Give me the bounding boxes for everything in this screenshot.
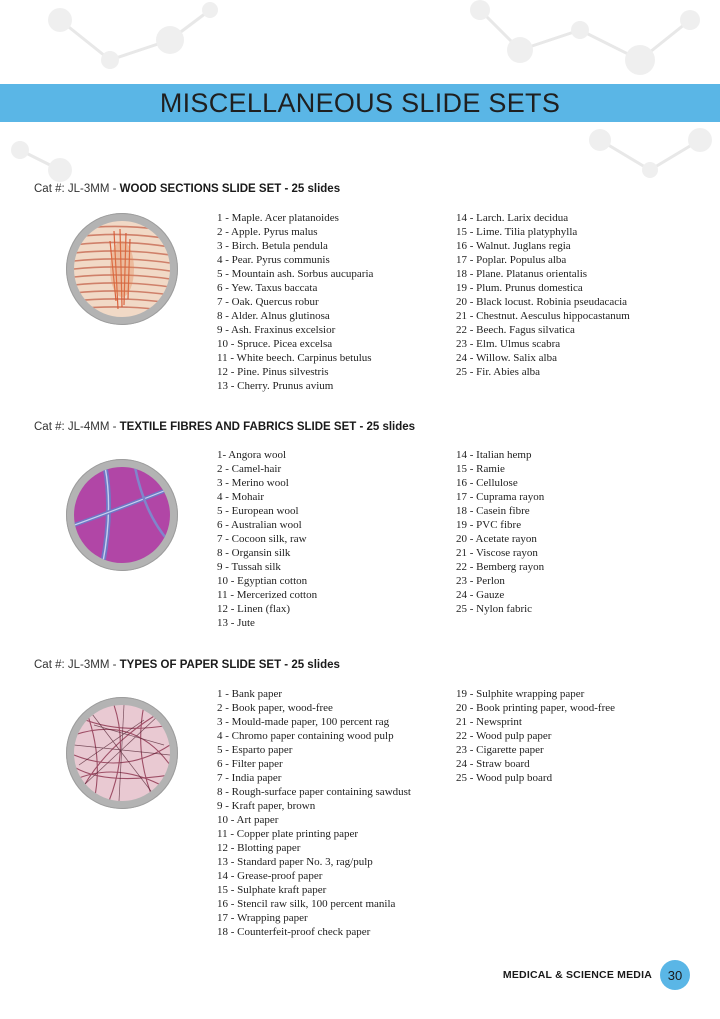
- list-item: 12 - Blotting paper: [217, 842, 301, 854]
- list-item: 23 - Elm. Ulmus scabra: [456, 338, 561, 350]
- list-item: 19 - Sulphite wrapping paper: [456, 688, 585, 700]
- paper-fibre-image: [66, 697, 178, 809]
- list-item: 21 - Chestnut. Aesculus hippocastanum: [456, 310, 630, 322]
- list-item: 18 - Casein fibre: [456, 505, 530, 517]
- list-item: 17 - Poplar. Populus alba: [456, 254, 567, 266]
- list-item: 7 - Oak. Quercus robur: [217, 296, 319, 308]
- list-item: 3 - Merino wool: [217, 477, 289, 489]
- list-item: 4 - Pear. Pyrus communis: [217, 254, 330, 266]
- list-item: 24 - Gauze: [456, 589, 505, 601]
- list-item: 7 - Cocoon silk, raw: [217, 533, 307, 545]
- title-banner: [0, 84, 720, 122]
- cat-number: Cat #: JL-4MM -: [34, 421, 120, 433]
- wood-list-left: [217, 211, 373, 393]
- list-item: 15 - Sulphate kraft paper: [217, 884, 327, 896]
- list-item: 9 - Tussah silk: [217, 561, 281, 573]
- list-item: 24 - Willow. Salix alba: [456, 352, 557, 364]
- list-item: 19 - Plum. Prunus domestica: [456, 282, 583, 294]
- list-item: 13 - Jute: [217, 617, 255, 629]
- textile-fibre-image: [66, 459, 178, 571]
- list-item: 5 - Esparto paper: [217, 744, 293, 756]
- list-item: 16 - Stencil raw silk, 100 percent manila: [217, 898, 396, 910]
- list-item: 13 - Cherry. Prunus avium: [217, 380, 334, 392]
- list-item: 13 - Standard paper No. 3, rag/pulp: [217, 856, 373, 868]
- list-item: 1- Angora wool: [217, 449, 287, 461]
- list-item: 18 - Plane. Platanus orientalis: [456, 268, 588, 280]
- list-item: 19 - PVC fibre: [456, 519, 522, 531]
- list-item: 20 - Black locust. Robinia pseudacacia: [456, 296, 628, 308]
- list-item: 9 - Kraft paper, brown: [217, 800, 316, 812]
- list-item: 1 - Maple. Acer platanoides: [217, 212, 339, 224]
- list-item: 6 - Yew. Taxus baccata: [217, 282, 318, 294]
- list-item: 23 - Cigarette paper: [456, 744, 544, 756]
- list-item: 8 - Alder. Alnus glutinosa: [217, 310, 330, 322]
- list-item: 16 - Walnut. Juglans regia: [456, 240, 571, 252]
- section-heading: [34, 183, 340, 195]
- section-title: WOOD SECTIONS SLIDE SET - 25 slides: [119, 183, 341, 195]
- footer-brand: MEDICAL & SCIENCE MEDIA: [502, 969, 652, 981]
- list-item: 17 - Cuprama rayon: [456, 491, 545, 503]
- list-item: 6 - Filter paper: [217, 758, 283, 770]
- paper-list-left: [217, 687, 411, 939]
- list-item: 15 - Lime. Tilia platyphylla: [456, 226, 578, 238]
- list-item: 8 - Rough-surface paper containing sawdust: [217, 786, 411, 798]
- list-item: 8 - Organsin silk: [217, 547, 291, 559]
- list-item: 7 - India paper: [217, 772, 282, 784]
- section-heading: [34, 421, 415, 433]
- list-item: 9 - Ash. Fraxinus excelsior: [217, 324, 336, 336]
- wood-section-image: [66, 213, 178, 325]
- textile-micrograph-icon: [74, 467, 170, 563]
- list-item: 6 - Australian wool: [217, 519, 302, 531]
- textile-list-right: [456, 448, 544, 616]
- list-item: 24 - Straw board: [456, 758, 530, 770]
- list-item: 23 - Perlon: [456, 575, 505, 587]
- wood-list-right: [456, 211, 630, 379]
- list-item: 25 - Fir. Abies alba: [456, 366, 541, 378]
- list-item: 21 - Viscose rayon: [456, 547, 538, 559]
- list-item: 12 - Linen (flax): [217, 603, 290, 615]
- list-item: 3 - Mould-made paper, 100 percent rag: [217, 716, 390, 728]
- list-item: 11 - Copper plate printing paper: [217, 828, 359, 840]
- list-item: 1 - Bank paper: [217, 688, 283, 700]
- list-item: 25 - Nylon fabric: [456, 603, 533, 615]
- list-item: 11 - Mercerized cotton: [217, 589, 318, 601]
- cat-number: Cat #: JL-3MM -: [34, 659, 120, 671]
- wood-micrograph-icon: [74, 221, 170, 317]
- list-item: 16 - Cellulose: [456, 477, 518, 489]
- section-title: TEXTILE FIBRES AND FABRICS SLIDE SET - 25 slides: [119, 421, 416, 433]
- list-item: 20 - Acetate rayon: [456, 533, 537, 545]
- list-item: 5 - Mountain ash. Sorbus aucuparia: [217, 268, 374, 280]
- list-item: 20 - Book printing paper, wood-free: [456, 702, 616, 714]
- page-number-badge: 30: [660, 960, 690, 990]
- list-item: 22 - Wood pulp paper: [456, 730, 552, 742]
- list-item: 17 - Wrapping paper: [217, 912, 308, 924]
- list-item: 22 - Bemberg rayon: [456, 561, 545, 573]
- list-item: 21 - Newsprint: [456, 716, 522, 728]
- list-item: 2 - Camel-hair: [217, 463, 282, 475]
- paper-micrograph-icon: [74, 705, 170, 801]
- list-item: 22 - Beech. Fagus silvatica: [456, 324, 575, 336]
- page-footer: [503, 960, 690, 990]
- list-item: 4 - Mohair: [217, 491, 265, 503]
- list-item: 10 - Art paper: [217, 814, 279, 826]
- list-item: 15 - Ramie: [456, 463, 505, 475]
- list-item: 10 - Egyptian cotton: [217, 575, 308, 587]
- list-item: 12 - Pine. Pinus silvestris: [217, 366, 329, 378]
- list-item: 14 - Larch. Larix decidua: [456, 212, 569, 224]
- list-item: 14 - Italian hemp: [456, 449, 532, 461]
- textile-list-left: [217, 448, 317, 630]
- list-item: 2 - Apple. Pyrus malus: [217, 226, 318, 238]
- list-item: 14 - Grease-proof paper: [217, 870, 323, 882]
- list-item: 2 - Book paper, wood-free: [217, 702, 333, 714]
- page-title: MISCELLANEOUS SLIDE SETS: [159, 87, 561, 118]
- list-item: 25 - Wood pulp board: [456, 772, 553, 784]
- section-heading: [34, 659, 340, 671]
- list-item: 10 - Spruce. Picea excelsa: [217, 338, 333, 350]
- cat-number: Cat #: JL-3MM -: [34, 183, 120, 195]
- list-item: 3 - Birch. Betula pendula: [217, 240, 328, 252]
- section-title: TYPES OF PAPER SLIDE SET - 25 slides: [119, 659, 340, 671]
- list-item: 11 - White beech. Carpinus betulus: [217, 352, 372, 364]
- list-item: 5 - European wool: [217, 505, 299, 517]
- list-item: 18 - Counterfeit-proof check paper: [217, 926, 371, 938]
- list-item: 4 - Chromo paper containing wood pulp: [217, 730, 394, 742]
- paper-list-right: [456, 687, 615, 785]
